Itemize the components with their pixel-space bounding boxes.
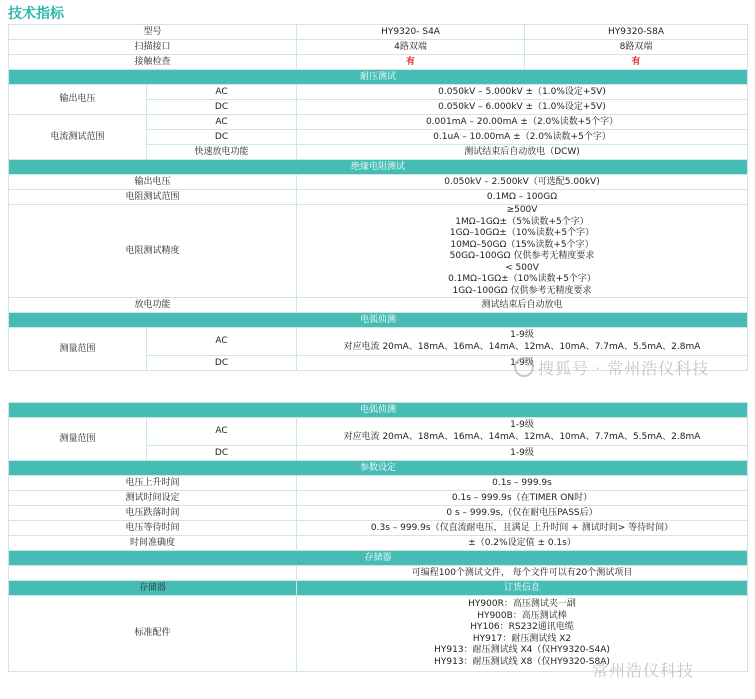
section-arc	[9, 313, 748, 328]
section-title: 电弧侦测	[9, 313, 748, 328]
accuracy-line: 10MΩ–50GΩ（15%读数+5个字）	[450, 239, 594, 250]
dc-current-value: 0.1uA – 10.00mA ±（2.0%读数+5个字）	[297, 130, 748, 145]
model-row	[9, 25, 748, 40]
param-label: 电压等待时间	[9, 521, 297, 536]
arc-dc-value: 1-9级	[297, 356, 748, 371]
accuracy-line: < 500V	[505, 262, 539, 273]
arc-ac-value	[297, 418, 748, 446]
model-label: 型号	[9, 25, 297, 40]
ir-output-label: 输出电压	[9, 175, 297, 190]
ir-accuracy-label: 电阻测试精度	[9, 205, 297, 298]
ir-accuracy-list	[297, 205, 748, 298]
ac-label: AC	[147, 328, 297, 356]
section-storage	[9, 551, 748, 566]
scan-row	[9, 40, 748, 55]
arc-ac-currents: 对应电流 20mA、18mA、16mA、14mA、12mA、10mA、7.7mA、5.5mA、2.8mA	[343, 341, 701, 352]
contact-b: 有	[525, 55, 748, 70]
scan-b: 8路双端	[525, 40, 748, 55]
dc-voltage-value: 0.050kV – 6.000kV ±（1.0%设定+5V)	[297, 100, 748, 115]
arc-ac-level: 1-9级	[510, 420, 534, 430]
accessory-line: HY917：耐压测试线 X2	[472, 633, 572, 644]
accessory-line: HY913：耐压测试线 X4（仅HY9320-S4A)	[434, 645, 610, 655]
watermark-logo-icon	[514, 357, 534, 377]
dc-label: DC	[147, 100, 297, 115]
watermark	[592, 658, 694, 681]
model-a: HY9320- S4A	[297, 25, 525, 40]
section-insulation	[9, 160, 748, 175]
accuracy-line: 1MΩ–1GΩ±（5%读数+5个字）	[455, 216, 589, 227]
order-left-label: 存储器	[9, 581, 297, 596]
accessory-line: HY900B：高压测试棒	[477, 610, 567, 621]
accuracy-line: 1GΩ–100GΩ 仅供参考无精度要求	[452, 285, 592, 296]
page-title: 技术指标	[8, 6, 64, 22]
arc-range-label: 测量范围	[9, 328, 147, 371]
section-title: 订货信息	[297, 581, 748, 596]
dc-label: DC	[147, 356, 297, 371]
param-label: 电压上升时间	[9, 476, 297, 491]
watermark	[514, 356, 709, 379]
accessory-label: 标准配件	[9, 596, 297, 672]
accessory-line: HY106：RS232通讯电缆	[470, 622, 574, 632]
discharge-value: 测试结束后自动放电（DCW)	[297, 145, 748, 160]
section-withstand	[9, 70, 748, 85]
section-params	[9, 461, 748, 476]
section-title: 存储器	[9, 551, 748, 566]
dc-label: DC	[147, 130, 297, 145]
arc-ac-value	[297, 328, 748, 356]
ir-range-value: 0.1MΩ – 100GΩ	[297, 190, 748, 205]
accessory-line: HY913：耐压测试线 X8（仅HY9320-S8A)	[434, 656, 610, 667]
param-label: 电压跌落时间	[9, 506, 297, 521]
accessory-line: HY900R：高压测试夹一副	[468, 599, 576, 609]
discharge-label: 快速放电功能	[147, 145, 297, 160]
ac-voltage-value: 0.050kV – 5.000kV ±（1.0%设定+5V)	[297, 85, 748, 100]
param-value: 0.3s – 999.9s（仅直流耐电压，且满足 上升时间 + 测试时间> 等待时间）	[297, 521, 748, 536]
ac-current-value: 0.001mA – 20.00mA ±（2.0%读数+5个字）	[297, 115, 748, 130]
watermark-text: 常州浩仪科技	[592, 661, 695, 680]
section-title: 电弧侦测	[9, 403, 748, 418]
contact-row	[9, 55, 748, 70]
section-title: 绝缘电阻测试	[9, 160, 748, 175]
storage-label-empty	[9, 566, 297, 581]
ac-label: AC	[147, 418, 297, 446]
arc-ac-level: 1-9级	[510, 330, 534, 340]
dc-label: DC	[147, 446, 297, 461]
spec-table-main	[8, 24, 748, 371]
arc-ac-currents: 对应电流 20mA、18mA、16mA、14mA、12mA、10mA、7.7mA、5.5mA、2.8mA	[343, 431, 701, 442]
param-value: ±（0.2%设定值 ± 0.1s）	[297, 536, 748, 551]
accuracy-line: ≥500V	[506, 205, 538, 215]
param-label: 测试时间设定	[9, 491, 297, 506]
ac-label: AC	[147, 115, 297, 130]
accuracy-line: 50GΩ–100GΩ 仅供参考无精度要求	[449, 251, 595, 261]
accuracy-line: 0.1MΩ–1GΩ±（10%读数+5个字）	[448, 274, 596, 284]
current-range-label: 电流测试范围	[9, 115, 147, 160]
contact-a: 有	[297, 55, 525, 70]
section-title: 耐压测试	[9, 70, 748, 85]
scan-label: 扫描接口	[9, 40, 297, 55]
spec-table-secondary	[8, 402, 748, 672]
output-voltage-label: 输出电压	[9, 85, 147, 115]
watermark-text: 搜狐号 · 常州浩仪科技	[538, 359, 710, 378]
ac-label: AC	[147, 85, 297, 100]
section-arc	[9, 403, 748, 418]
arc-range-label: 测量范围	[9, 418, 147, 461]
model-b: HY9320-S8A	[525, 25, 748, 40]
accuracy-line: 1GΩ–10GΩ±（10%读数+5个字）	[449, 228, 595, 238]
storage-value: 可编程100个测试文件， 每个文件可以有20个测试项目	[297, 566, 748, 581]
scan-a: 4路双端	[297, 40, 525, 55]
ir-discharge-value: 测试结束后自动放电	[297, 298, 748, 313]
param-label: 时间准确度	[9, 536, 297, 551]
section-order	[9, 581, 748, 596]
param-value: 0 s – 999.9s,（仅在耐电压PASS后）	[297, 506, 748, 521]
ir-discharge-label: 放电功能	[9, 298, 297, 313]
param-value: 0.1s – 999.9s（在TIMER ON时）	[297, 491, 748, 506]
param-value: 0.1s – 999.9s	[297, 476, 748, 491]
contact-label: 接触检查	[9, 55, 297, 70]
arc-dc-value: 1-9级	[297, 446, 748, 461]
ir-output-value: 0.050kV – 2.500kV（可选配5.00kV)	[297, 175, 748, 190]
ir-range-label: 电阻测试范围	[9, 190, 297, 205]
section-title: 参数设定	[9, 461, 748, 476]
